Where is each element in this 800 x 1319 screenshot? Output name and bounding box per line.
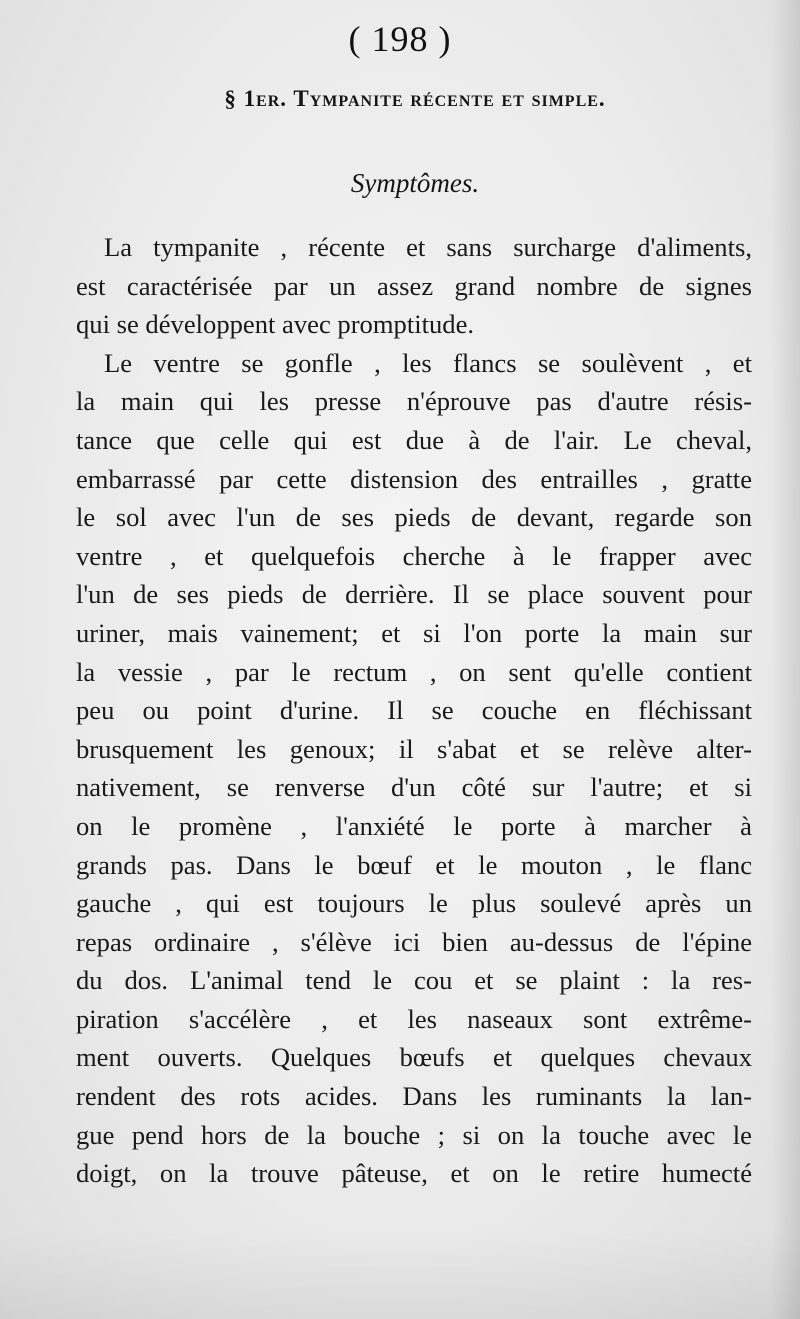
text-line: embarrassé par cette distension des entrailles , gratte [76,463,752,494]
text-line: ment ouverts. Quelques bœufs et quelques chevaux [76,1042,752,1073]
text-line: gauche , qui est toujours le plus soulevé après un [76,888,752,919]
text-line: on le promène , l'anxiété le porte à marcher à [76,810,752,841]
text-line: doigt, on la trouve pâteuse, et on le retire humecté [76,1158,752,1189]
text-line: nativement, se renverse d'un côté sur l'autre; et si [76,772,752,803]
text-line: piration s'accélère , et les naseaux sont extrême- [76,1003,752,1034]
text-line: brusquement les genoux; il s'abat et se relève alter- [76,733,752,764]
text-line: la main qui les presse n'éprouve pas d'autre résis- [76,386,752,417]
text-line: qui se développent avec promptitude. [76,309,475,340]
text-line: l'un de ses pieds de derrière. Il se place souvent pour [76,579,752,610]
text-line: repas ordinaire , s'élève ici bien au-dessus de l'épine [76,926,752,957]
text-line: la vessie , par le rectum , on sent qu'elle contient [76,656,752,687]
text-line: peu ou point d'urine. Il se couche en fléchissant [76,695,752,726]
text-line: tance que celle qui est due à de l'air. Le cheval, [76,424,752,455]
text-line: La tympanite , récente et sans surcharge d'aliments, [104,232,752,262]
text-line: du dos. L'animal tend le cou et se plaint : la res- [76,965,752,996]
text-line: Le ventre se gonfle , les flancs se soulèvent , et [104,347,752,378]
page-number: ( 198 ) [348,19,452,59]
text-line: grands pas. Dans le bœuf et le mouton , le flanc [76,849,752,880]
text-line: rendent des rots acides. Dans les ruminants la lan- [76,1081,752,1112]
subheading: Symptômes. [350,168,480,198]
page-bottom-shadow [0,1229,800,1319]
text-line: uriner, mais vainement; et si l'on porte la main sur [76,617,752,648]
text-line: est caractérisée par un assez grand nombre de signes [76,270,752,301]
text-line: gue pend hors de la bouche ; si on la touche avec le [76,1119,752,1150]
text-line: ventre , et quelquefois cherche à le frapper avec [76,540,752,571]
body-text [76,228,752,1193]
text-line: le sol avec l'un de ses pieds de devant, regarde son [76,502,752,533]
section-heading: § 1er. Tympanite récente et simple. [224,86,606,111]
